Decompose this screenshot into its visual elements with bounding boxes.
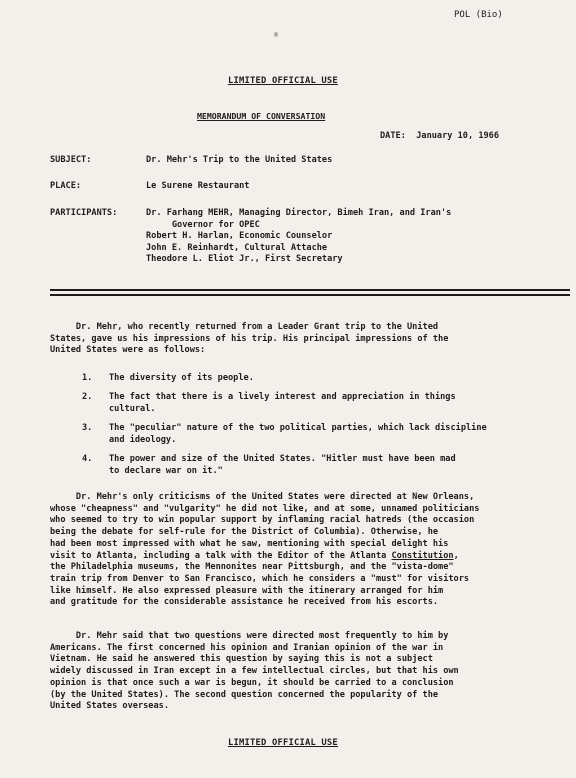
classification-header: LIMITED OFFICIAL USE <box>228 76 338 86</box>
paragraph-line: Dr. Mehr's only criticisms of the United States were directed at New Orleans, <box>50 492 475 502</box>
participant-line: Robert H. Harlan, Economic Counselor <box>146 231 333 241</box>
paragraph-line: being the debate for self-rule for the District of Columbia). Otherwise, he <box>50 527 439 538</box>
paragraph-line: widely discussed in Iran except in a few intellectual circles, but that his own <box>50 666 459 677</box>
participant-line: Governor for OPEC <box>146 219 260 230</box>
intro-paragraph <box>50 322 570 357</box>
paragraph-line: United States overseas. <box>50 701 169 712</box>
item-text: to declare war on it." <box>109 465 223 476</box>
paragraph-line: opinion is that once such a war is begun, it should be carried to a conclusion <box>50 677 454 688</box>
item-number: 4. <box>82 454 93 464</box>
criticisms-paragraph <box>50 492 570 609</box>
paragraph-line: States, gave us his impressions of his trip. His principal impressions of the <box>50 333 449 344</box>
divider-rule-top <box>50 289 570 291</box>
paragraph-line: United States were as follows: <box>50 345 206 355</box>
item-text: The "peculiar" nature of the two political parties, which lack discipline <box>109 423 487 433</box>
paragraph-line <box>50 551 570 563</box>
place-value: Le Surene Restaurant <box>146 181 250 191</box>
paragraph-line: Dr. Mehr said that two questions were directed most frequently to him by <box>50 631 449 641</box>
date-line <box>380 131 499 142</box>
item-text: and ideology. <box>109 434 177 445</box>
file-reference: POL (Bio) <box>454 10 503 20</box>
paragraph-line: the Philadelphia museums, the Mennonites near Pittsburgh, and the "vista-dome" <box>50 562 454 573</box>
participants-label: PARTICIPANTS: <box>50 208 118 218</box>
questions-paragraph <box>50 631 570 713</box>
item-text: The power and size of the United States. "Hitler must have been mad <box>109 454 456 464</box>
date-value: January 10, 1966 <box>416 131 500 141</box>
paragraph-line: (by the United States). The second question concerned the popularity of the <box>50 689 439 700</box>
item-text: The diversity of its people. <box>109 373 254 383</box>
paragraph-line: Vietnam. He said he answered this question by saying this is not a subject <box>50 654 433 665</box>
place-label: PLACE: <box>50 181 82 191</box>
text-segment: visit to Atlanta, including a talk with the Editor of the Atlanta <box>50 550 392 561</box>
participants-list <box>146 208 451 266</box>
paragraph-line: and gratitude for the considerable assistance he received from his escorts. <box>50 597 439 608</box>
paragraph-line: had been most impressed with what he saw, mentioning with special delight his <box>50 538 449 549</box>
classification-footer: LIMITED OFFICIAL USE <box>228 738 338 748</box>
memo-title: MEMORANDUM OF CONVERSATION <box>197 111 326 121</box>
paragraph-line: whose "cheapness" and "vulgarity" he did not like, and at some, unnamed politicians <box>50 503 480 514</box>
participant-line: John E. Reinhardt, Cultural Attache <box>146 242 328 253</box>
subject-label: SUBJECT: <box>50 155 92 165</box>
item-number: 3. <box>82 423 93 433</box>
participant-line: Theodore L. Eliot Jr., First Secretary <box>146 254 343 264</box>
participant-line: Dr. Farhang MEHR, Managing Director, Bimeh Iran, and Iran's <box>146 208 452 218</box>
divider-rule-bottom <box>50 294 570 296</box>
text-segment: , <box>453 550 459 561</box>
date-label: DATE: <box>380 131 406 141</box>
item-text: The fact that there is a lively interest and appreciation in things <box>109 392 456 402</box>
paragraph-line: Americans. The first concerned his opinion and Iranian opinion of the war in <box>50 642 444 653</box>
paragraph-line: like himself. He also expressed pleasure with the itinerary arranged for him <box>50 585 444 596</box>
subject-value: Dr. Mehr's Trip to the United States <box>146 155 333 165</box>
paragraph-line: who seemed to try to win popular support by inflaming racial hatreds (the occasion <box>50 515 475 526</box>
newspaper-name: Constitution <box>391 550 454 561</box>
paper-smudge <box>274 32 278 37</box>
item-number: 1. <box>82 373 93 383</box>
item-text: cultural. <box>109 403 156 414</box>
paragraph-line: train trip from Denver to San Francisco, which he considers a "must" for visitors <box>50 573 470 584</box>
paragraph-line: Dr. Mehr, who recently returned from a Leader Grant trip to the United <box>50 322 439 332</box>
item-number: 2. <box>82 392 93 402</box>
